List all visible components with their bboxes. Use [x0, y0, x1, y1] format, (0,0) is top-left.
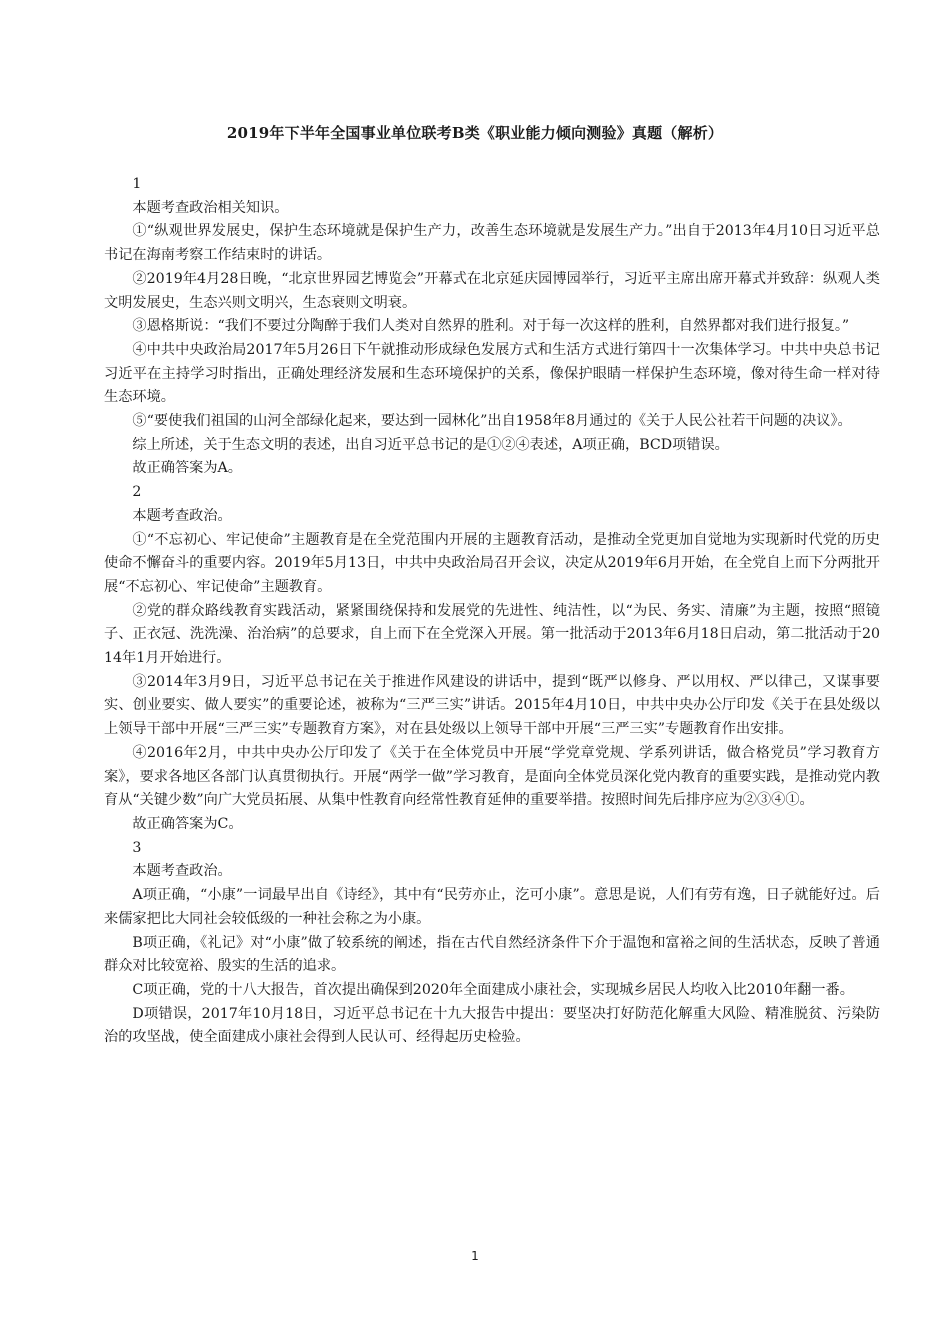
paragraph: 本题考查政治。	[132, 507, 232, 524]
paragraph: 故正确答案为C。	[132, 815, 243, 832]
paragraph: ②党的群众路线教育实践活动，紧紧围绕保持和发展党的先进性、纯洁性，以“为民、务实、清廉”为主题，按照“照镜子、正衣冠、洗洗澡、治治病”的总要求，自上而下在全党深入开展。第一批活动于2013年6月18日启动，第二批活动于2014年1月开始进行。	[104, 602, 880, 667]
paragraph: ⑤“要使我们祖国的山河全部绿化起来，要达到一园林化”出自1958年8月通过的《关于人民公社若干问题的决议》。	[132, 413, 852, 430]
paragraph: 本题考查政治。	[132, 863, 232, 880]
paragraph: D项错误，2017年10月18日，习近平总书记在十九大报告中提出：要坚决打好防范化解重大风险、精准脱贫、污染防治的攻坚战，使全面建成小康社会得到人民认可、经得起历史检验。	[104, 1005, 880, 1046]
paragraph: ④中共中央政治局2017年5月26日下午就推动形成绿色发展方式和生活方式进行第四十一次集体学习。中共中央总书记习近平在主持学习时指出，正确处理经济发展和生态环境保护的关系，像保护眼睛一样保护生态环境，像对待生命一样对待生态环境。	[104, 341, 880, 406]
paragraph: C项正确，党的十八大报告，首次提出确保到2020年全面建成小康社会，实现城乡居民人均收入比2010年翻一番。	[132, 981, 854, 998]
paragraph: ②2019年4月28日晚，“北京世界园艺博览会”开幕式在北京延庆园博园举行，习近平主席出席开幕式并致辞：纵观人类文明发展史，生态兴则文明兴，生态衰则文明衰。	[104, 270, 880, 311]
paragraph: 3	[132, 839, 142, 856]
paragraph: 2	[132, 484, 142, 501]
page-number: 1	[471, 1249, 479, 1263]
paragraph: ③恩格斯说：“我们不要过分陶醉于我们人类对自然界的胜利。对于每一次这样的胜利，自然界都对我们进行报复。”	[132, 318, 850, 335]
paragraph: 1	[132, 176, 142, 192]
paragraph: ①“纵观世界发展史，保护生态环境就是保护生产力，改善生态环境就是发展生产力。”出自于2013年4月10日习近平总书记在海南考察工作结束时的讲话。	[104, 223, 880, 264]
document-body	[104, 173, 880, 1050]
paragraph: 本题考查政治相关知识。	[132, 199, 289, 216]
paragraph: 综上所述，关于生态文明的表述，出自习近平总书记的是①②④表述，A项正确，BCD项错误。	[132, 436, 729, 453]
paragraph: ③2014年3月9日，习近平总书记在关于推进作风建设的讲话中，提到“既严以修身、严以用权、严以律己，又谋事要实、创业要实、做人要实”的重要论述，被称为“三严三实”讲话。2015年4月10日，中共中央办公厅印发《关于在县处级以上领导干部中开展“三严三实”专题教育方案》，对在县处级以上领导干部中开展“三严三实”专题教育作出安排。	[104, 673, 880, 738]
paragraph: ④2016年2月，中共中央办公厅印发了《关于在全体党员中开展“学党章党规、学系列讲话，做合格党员”学习教育方案》，要求各地区各部门认真贯彻执行。开展“两学一做”学习教育，是面向全体党员深化党内教育的重要实践，是推动党内教育从“关键少数”向广大党员拓展、从集中性教育向经常性教育延伸的重要举措。按照时间先后排序应为②③④①。	[104, 744, 880, 809]
paragraph: A项正确，“小康”一词最早出自《诗经》，其中有“民劳亦止，汔可小康”。意思是说，人们有劳有逸，日子就能好过。后来儒家把比大同社会较低级的一种社会称之为小康。	[104, 887, 880, 927]
document-title: 2019年下半年全国事业单位联考B类《职业能力倾向测验》真题（解析）	[226, 124, 724, 142]
paragraph: B项正确，《礼记》对“小康”做了较系统的阐述，指在古代自然经济条件下介于温饱和富裕之间的生活状态，反映了普通群众对比较宽裕、殷实的生活的追求。	[104, 934, 880, 975]
paragraph: ①“不忘初心、牢记使命”主题教育是在全党范围内开展的主题教育活动，是推动全党更加自觉地为实现新时代党的历史使命不懈奋斗的重要内容。2019年5月13日，中共中央政治局召开会议，决定从2019年6月开始，在全党自上而下分两批开展“不忘初心、牢记使命”主题教育。	[104, 531, 880, 595]
paragraph: 故正确答案为A。	[132, 460, 242, 477]
